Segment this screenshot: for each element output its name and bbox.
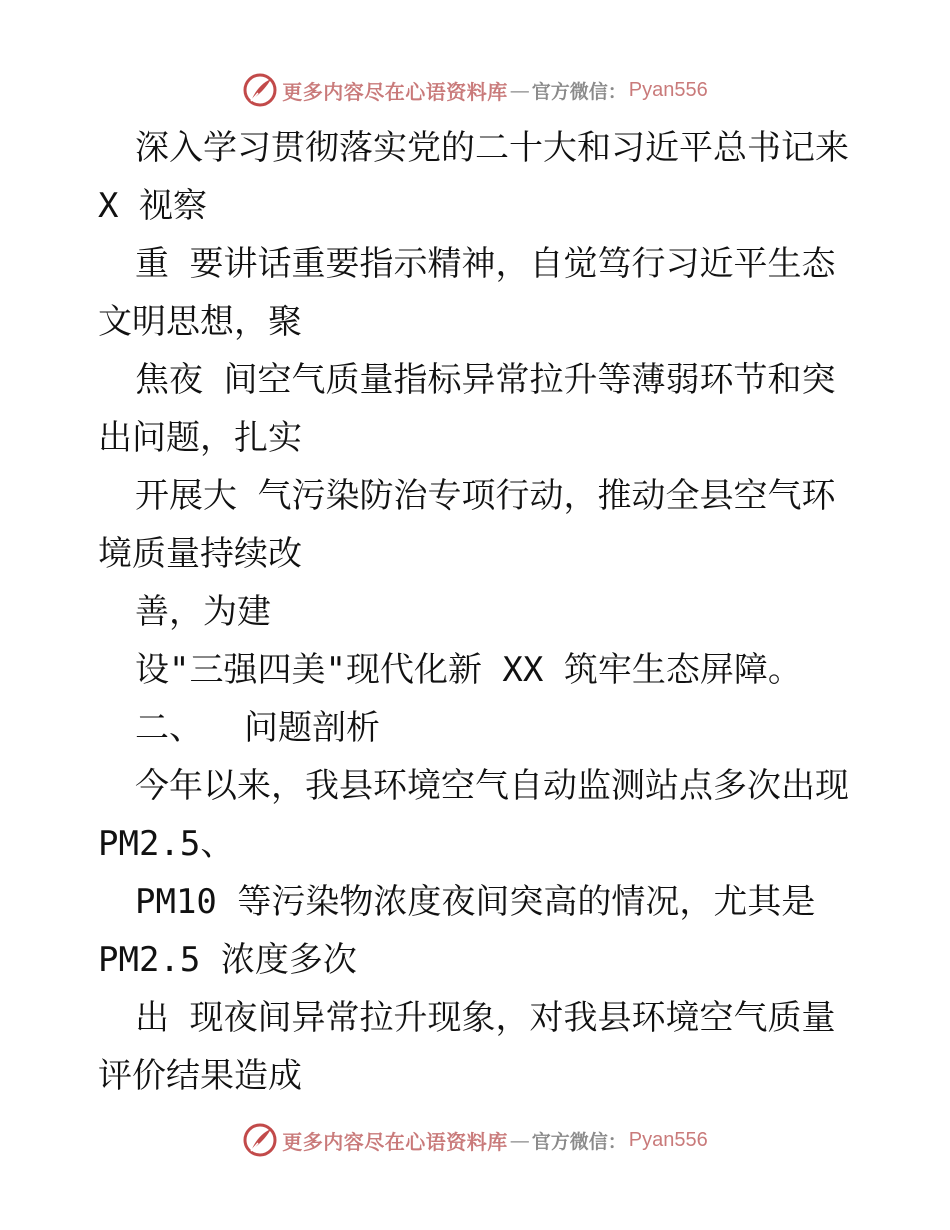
text-line: 今年以来，我县环境空气自动监测站点多次出现 bbox=[135, 766, 849, 806]
watermark-promo-text: 更多内容尽在心语资料库 bbox=[282, 1129, 508, 1154]
watermark-wechat-label: 官方微信： bbox=[531, 1130, 627, 1153]
watermark-wechat-id: Pyan556 bbox=[628, 1128, 708, 1151]
text-line: 开展大 气污染防治专项行动，推动全县空气环 bbox=[135, 476, 836, 516]
text-line: 深入学习贯彻落实党的二十大和习近平总书记来 bbox=[135, 128, 849, 168]
text-line: 重 要讲话重要指示精神，自觉笃行习近平生态 bbox=[135, 244, 836, 284]
text-line: 出问题，扎实 bbox=[98, 418, 302, 458]
text-line: 出 现夜间异常拉升现象，对我县环境空气质量 bbox=[135, 998, 836, 1038]
watermark-wechat-id: Pyan556 bbox=[628, 78, 708, 101]
watermark-wechat-label: 官方微信： bbox=[531, 80, 627, 103]
text-line: 设"三强四美"现代化新 XX 筑牢生态屏障。 bbox=[135, 650, 802, 690]
watermark-banner-top bbox=[0, 70, 950, 110]
feather-pen-logo-icon bbox=[242, 72, 278, 108]
text-line: 善，为建 bbox=[135, 592, 271, 632]
text-line: 评价结果造成 bbox=[98, 1056, 302, 1096]
text-line: PM2.5、 bbox=[98, 824, 235, 864]
section-heading: 二、 问题剖析 bbox=[135, 708, 380, 748]
feather-pen-logo-icon bbox=[242, 1122, 278, 1158]
watermark-separator: — bbox=[509, 1128, 530, 1152]
watermark-banner-bottom bbox=[0, 1120, 950, 1160]
text-line: PM2.5 浓度多次 bbox=[98, 940, 357, 980]
text-line: 焦夜 间空气质量指标异常拉升等薄弱环节和突 bbox=[135, 360, 836, 400]
text-line: X 视察 bbox=[98, 186, 207, 226]
watermark-separator: — bbox=[509, 78, 530, 102]
watermark-promo-text: 更多内容尽在心语资料库 bbox=[282, 79, 508, 104]
text-line: 境质量持续改 bbox=[98, 534, 302, 574]
text-line: PM10 等污染物浓度夜间突高的情况，尤其是 bbox=[135, 882, 816, 922]
text-line: 文明思想，聚 bbox=[98, 302, 302, 342]
